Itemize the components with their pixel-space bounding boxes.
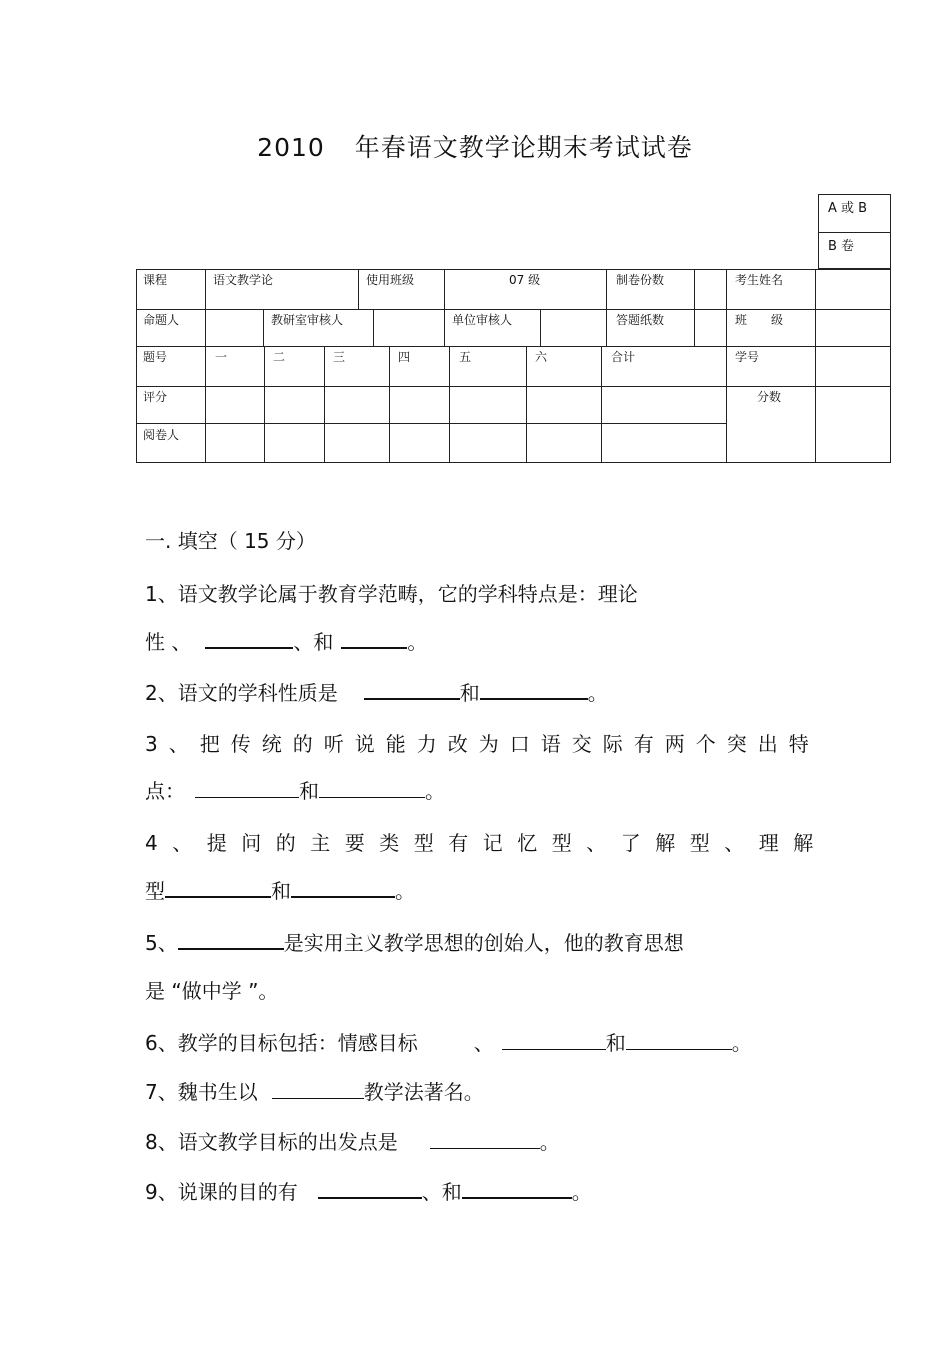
- q3-end: 。: [425, 779, 445, 803]
- table-vline: [358, 270, 359, 309]
- q4-prefix: 型: [145, 879, 165, 903]
- table-vline: [449, 346, 450, 462]
- question-3-header: 三: [333, 350, 346, 364]
- table-vline: [373, 309, 374, 346]
- q5-prefix: 5、: [145, 931, 178, 955]
- table-vline: [601, 346, 602, 462]
- q3-prefix: 点：: [145, 779, 185, 803]
- question-1-header: 一: [215, 350, 228, 364]
- table-vline: [540, 309, 541, 346]
- score-label: 评分: [143, 390, 168, 404]
- q9-mid: 、和: [421, 1180, 462, 1204]
- q5-text: 是实用主义教学思想的创始人，他的教育思想: [283, 931, 684, 955]
- q6-blank-1[interactable]: [502, 1031, 606, 1050]
- q7-blank-1[interactable]: [272, 1080, 364, 1099]
- question-2-header: 二: [273, 350, 286, 364]
- course-value: 语文教学论: [213, 273, 274, 287]
- table-vline: [606, 309, 607, 346]
- table-vline: [694, 270, 695, 309]
- paper-type-box: [818, 194, 891, 269]
- table-vline: [526, 346, 527, 462]
- q8-prefix: 8、语文教学目标的出发点是: [145, 1130, 398, 1154]
- table-hline: [137, 423, 726, 424]
- table-vline: [264, 346, 265, 462]
- unit-reviewer-label: 单位审核人: [452, 313, 513, 327]
- q9-blank-1[interactable]: [318, 1179, 422, 1199]
- question-5-line2: 是 “做中学 ”。: [145, 979, 279, 1003]
- table-hline: [137, 386, 890, 387]
- table-vline: [694, 309, 695, 346]
- q2-end: 。: [587, 681, 608, 705]
- question-6-header: 六: [535, 350, 548, 364]
- course-label: 课程: [143, 273, 168, 287]
- q1-blank-2[interactable]: [341, 629, 407, 649]
- table-vline: [726, 346, 727, 462]
- q9-blank-2[interactable]: [462, 1179, 572, 1199]
- exam-title: [0, 128, 950, 164]
- q1-end: 。: [407, 630, 428, 654]
- q9-prefix: 9、说课的目的有: [145, 1180, 298, 1204]
- q4-end: 。: [395, 879, 415, 903]
- paper-type-line1: A 或 B: [828, 201, 868, 216]
- q5-blank-1[interactable]: [178, 930, 284, 950]
- table-hline: [137, 346, 890, 347]
- table-vline: [263, 309, 264, 346]
- class-grade-label: 班 级: [735, 313, 784, 327]
- q4-blank-2[interactable]: [291, 878, 395, 898]
- total-label: 合计: [611, 350, 636, 364]
- question-4-header: 四: [398, 350, 411, 364]
- answer-sheets-label: 答题纸数: [616, 313, 665, 327]
- table-vline: [205, 270, 206, 309]
- q4-mid: 和: [271, 879, 291, 903]
- q1-blank-1[interactable]: [205, 629, 293, 649]
- setter-label: 命题人: [143, 313, 180, 327]
- question-3-line2: [145, 775, 445, 804]
- q3-blank-1[interactable]: [195, 779, 299, 798]
- q6-sep: 、: [473, 1031, 494, 1055]
- question-9: [145, 1176, 592, 1205]
- exam-year: 2010: [257, 133, 325, 162]
- question-1-line1: 1、语文教学论属于教育学范畴，它的学科特点是：理论: [145, 582, 638, 606]
- class-value: 07 级: [509, 273, 541, 287]
- question-8: [145, 1126, 560, 1155]
- table-vline: [815, 270, 816, 462]
- section-heading: 一. 填空（ 15 分）: [145, 529, 316, 553]
- table-vline: [205, 309, 206, 346]
- table-vline: [726, 270, 727, 309]
- paper-type-line2: B 卷: [828, 239, 855, 254]
- q7-prefix: 7、魏书生以: [145, 1080, 258, 1104]
- q8-end: 。: [539, 1130, 560, 1154]
- grader-label: 阅卷人: [143, 428, 180, 442]
- question-5-line1: [145, 927, 684, 956]
- q6-end: 。: [731, 1031, 752, 1055]
- q3-mid: 和: [299, 779, 319, 803]
- question-5-header: 五: [459, 350, 472, 364]
- class-label: 使用班级: [366, 273, 415, 287]
- student-name-label: 考生姓名: [735, 273, 784, 287]
- copies-label: 制卷份数: [616, 273, 665, 287]
- question-no-label: 题号: [143, 350, 168, 364]
- q3-blank-2[interactable]: [319, 779, 425, 798]
- table-hline: [137, 309, 890, 310]
- points-label: 分数: [757, 390, 782, 404]
- q1-prefix: 性 、: [145, 630, 192, 654]
- question-6: [145, 1027, 752, 1056]
- q9-end: 。: [571, 1180, 592, 1204]
- q2-blank-2[interactable]: [480, 680, 588, 700]
- q4-blank-1[interactable]: [165, 878, 271, 898]
- reviewer-label: 教研室审核人: [271, 313, 344, 327]
- q6-mid: 和: [605, 1031, 626, 1055]
- q2-blank-1[interactable]: [364, 680, 460, 700]
- table-vline: [444, 270, 445, 309]
- question-3-line1: 3、把传统的听说能力改为口语交际有两个突出特: [145, 732, 820, 756]
- table-vline: [389, 346, 390, 462]
- table-vline: [205, 346, 206, 462]
- exam-header-table: [136, 269, 891, 463]
- table-vline: [324, 346, 325, 462]
- q6-blank-2[interactable]: [626, 1031, 732, 1050]
- question-4-line2: [145, 875, 415, 904]
- question-2: [145, 677, 608, 706]
- table-vline: [444, 309, 445, 346]
- q2-prefix: 2、语文的学科性质是: [145, 681, 338, 705]
- question-4-line1: 4、提问的主要类型有记忆型、了解型、理解: [145, 831, 828, 855]
- question-1-line2: [145, 626, 427, 655]
- q8-blank-1[interactable]: [430, 1130, 540, 1149]
- q1-mid: 、和: [293, 630, 334, 654]
- student-id-label: 学号: [735, 350, 760, 364]
- table-vline: [606, 270, 607, 309]
- table-vline: [726, 309, 727, 346]
- q2-mid: 和: [459, 681, 480, 705]
- q6-prefix: 6、教学的目标包括：情感目标: [145, 1031, 418, 1055]
- exam-title-text: 年春语文教学论期末考试试卷: [354, 133, 693, 162]
- question-7: [145, 1076, 484, 1105]
- q7-text: 教学法著名。: [363, 1080, 484, 1104]
